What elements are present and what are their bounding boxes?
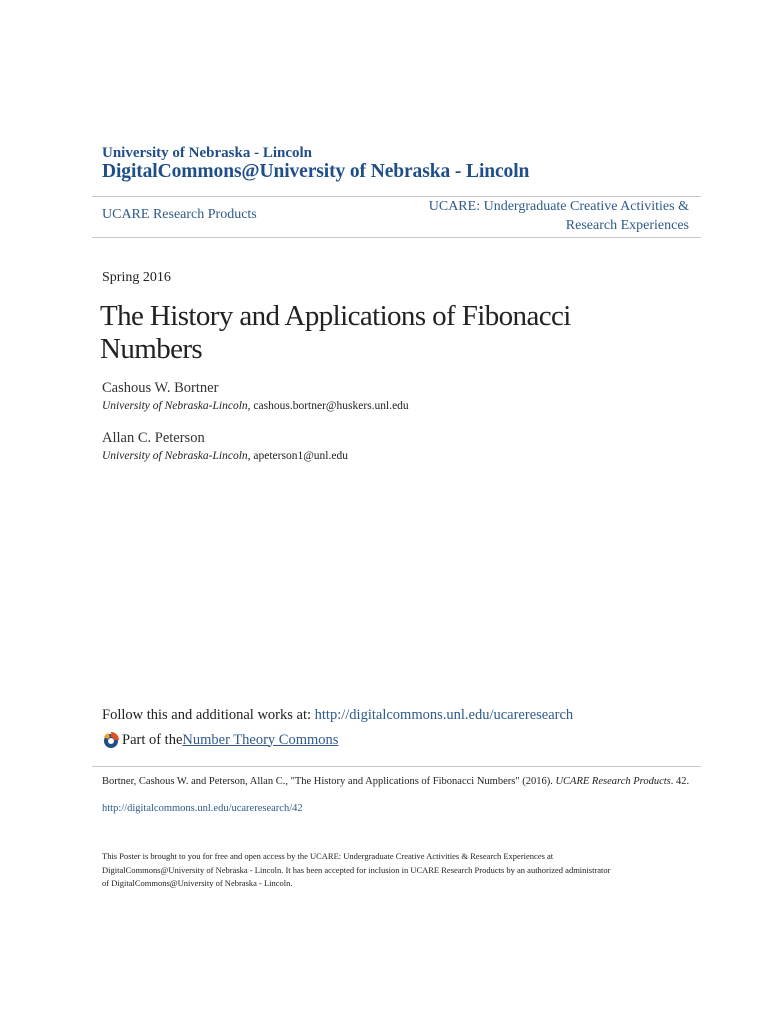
divider-bottom [92, 237, 701, 238]
publication-date: Spring 2016 [102, 270, 171, 285]
part-of-line [102, 731, 338, 749]
author-affiliation-1-institution: University of Nebraska-Lincoln [102, 400, 248, 412]
divider-middle [92, 766, 701, 767]
citation-body: Bortner, Cashous W. and Peterson, Allan C., "The History and Applications of Fibonacci Numbers" (2016). [102, 776, 556, 787]
commons-logo-icon [102, 731, 120, 749]
title-line2: Numbers [100, 333, 203, 365]
follow-line [102, 707, 573, 724]
author-affiliation-2 [102, 450, 348, 462]
citation-text [102, 775, 692, 789]
citation-number: . 42. [670, 776, 690, 787]
notice-line3: of DigitalCommons@University of Nebraska - Lincoln. [102, 878, 293, 888]
author-name-1: Cashous W. Bortner [102, 380, 219, 396]
author-affiliation-1 [102, 400, 409, 412]
series-link-ucare[interactable] [389, 197, 689, 235]
title-line1: The History and Applications of Fibonacci [100, 300, 571, 332]
document-title [100, 300, 660, 366]
notice-line2: DigitalCommons@University of Nebraska - Lincoln. It has been accepted for inclusion in UCARE Research Products by an authorized administrator [102, 864, 611, 875]
number-theory-commons-link[interactable]: Number Theory Commons [182, 731, 339, 748]
series-ucare-line2: Research Experiences [565, 218, 689, 233]
repository-name[interactable]: DigitalCommons@University of Nebraska - Lincoln [102, 161, 530, 182]
citation-series: UCARE Research Products [555, 776, 671, 787]
author-email-2: , apeterson1@unl.edu [247, 450, 348, 462]
series-ucare-line1: UCARE: Undergraduate Creative Activities & [428, 199, 689, 214]
author-name-2: Allan C. Peterson [102, 430, 205, 446]
author-affiliation-2-institution: University of Nebraska-Lincoln [102, 450, 248, 462]
access-notice [102, 850, 687, 891]
institution-name[interactable]: University of Nebraska - Lincoln [102, 145, 312, 161]
follow-url-link[interactable]: http://digitalcommons.unl.edu/ucareresearch [314, 707, 574, 723]
notice-line1: This Poster is brought to you for free and open access by the UCARE: Undergraduate Creative Activities & Research Experiences at [102, 851, 554, 861]
series-link-research-products[interactable]: UCARE Research Products [102, 207, 257, 222]
follow-label: Follow this and additional works at: [102, 707, 315, 723]
author-email-1: , cashous.bortner@huskers.unl.edu [247, 400, 409, 412]
part-of-label: Part of the [122, 731, 183, 748]
citation-url-link[interactable]: http://digitalcommons.unl.edu/ucareresearch/42 [102, 803, 303, 814]
